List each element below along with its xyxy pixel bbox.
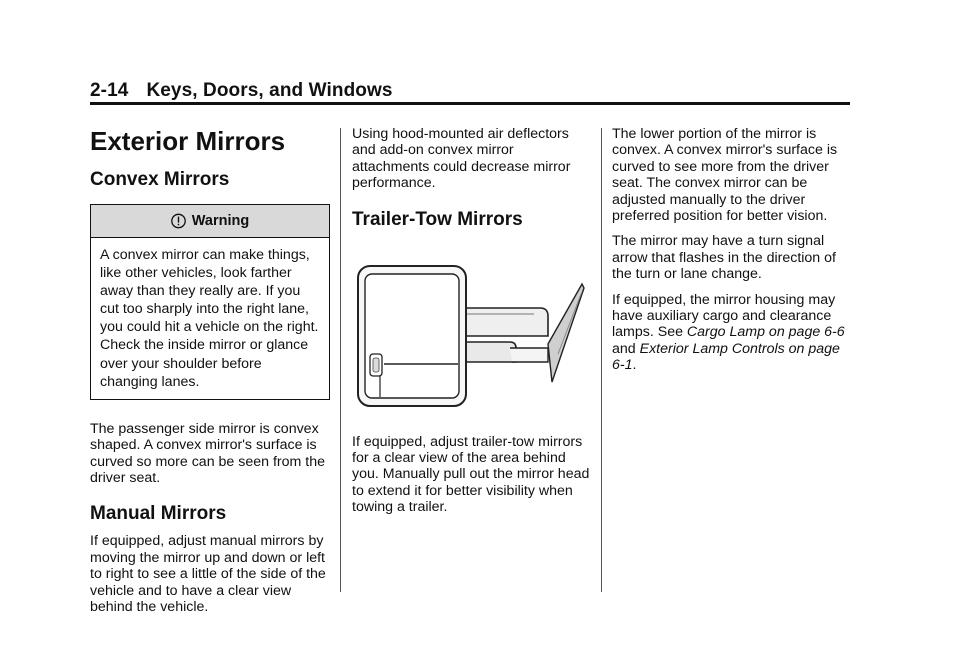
header-rule xyxy=(90,102,850,105)
deflector-paragraph: Using hood-mounted air deflectors and add-on convex mirror attachments could decrease mirror performance. xyxy=(352,126,571,192)
housing-paragraph xyxy=(612,292,852,374)
column-2 xyxy=(352,126,590,516)
warning-icon xyxy=(171,213,186,229)
column-divider xyxy=(601,128,602,592)
housing-text: If equipped, the mirror housing may have auxiliary cargo and clearance lamps. See xyxy=(612,291,836,341)
trailer-tow-heading: Trailer-Tow Mirrors xyxy=(352,208,523,230)
period-text: . xyxy=(632,357,637,374)
column-divider xyxy=(340,128,341,592)
exterior-lamp-link[interactable]: Exterior Lamp Controls on page 6-1 xyxy=(612,340,840,374)
and-text: and xyxy=(612,340,640,357)
lower-portion-paragraph: The lower portion of the mirror is convex. A convex mirror's surface is curved to see more from the driver seat. The convex mirror can be adjusted manually to the driver preferred position for better vision. xyxy=(612,126,838,225)
manual-mirrors-heading: Manual Mirrors xyxy=(90,503,227,525)
warning-label: Warning xyxy=(191,212,250,229)
manual-paragraph: If equipped, adjust manual mirrors by moving the mirror up and down or left to right to see a little of the side of the vehicle and to have a clear view behind the vehicle. xyxy=(90,533,326,615)
warning-text: A convex mirror can make things, like other vehicles, look farther away than they really are. If you cut too sharply into the right lane, you could hit a vehicle on the right. Check the inside mirror or glance over your shoulder before changing lanes. xyxy=(100,247,319,390)
convex-paragraph: The passenger side mirror is convex shaped. A convex mirror's surface is curved so more can be seen from the driver seat. xyxy=(90,420,326,486)
turn-signal-paragraph: The mirror may have a turn signal arrow that flashes in the direction of the turn or lane change. xyxy=(612,233,836,283)
cargo-lamp-link[interactable]: Cargo Lamp on page 6-6 xyxy=(686,324,845,341)
section-title: Keys, Doors, and Windows xyxy=(146,80,393,101)
trailer-mirror-illustration xyxy=(352,254,592,414)
trailer-paragraph: If equipped, adjust trailer-tow mirrors for a clear view of the area behind you. Manually pull out the mirror head to extend it for better visibility when towing a trailer. xyxy=(352,433,590,516)
warning-header xyxy=(91,205,329,238)
page-number: 2-14 xyxy=(90,80,129,101)
convex-mirrors-heading: Convex Mirrors xyxy=(90,169,230,190)
page-title: Exterior Mirrors xyxy=(90,126,286,156)
warning-box xyxy=(90,204,330,400)
trailer-mirror-drawing xyxy=(352,254,592,414)
page-header xyxy=(90,80,848,102)
column-3 xyxy=(612,126,852,374)
column-1 xyxy=(90,126,330,615)
